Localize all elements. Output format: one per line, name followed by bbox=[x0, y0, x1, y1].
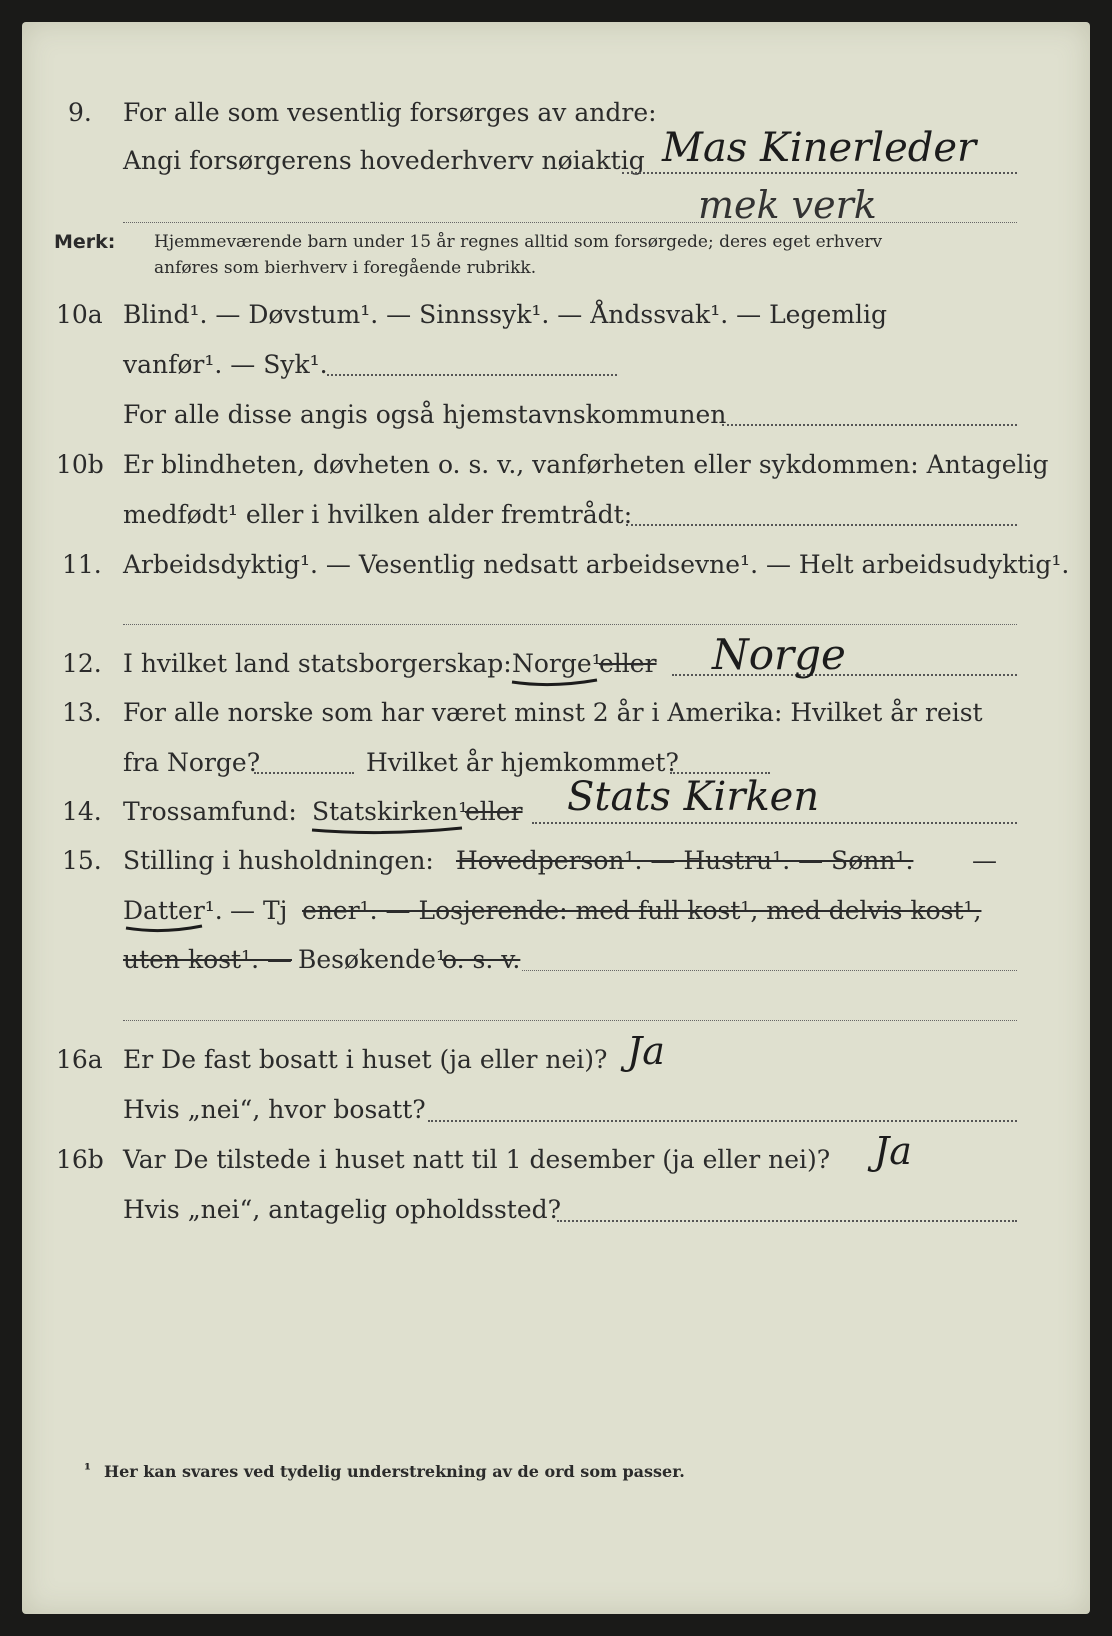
q14-option-statskirken: Statskirken¹ bbox=[312, 797, 469, 826]
q12-struck-eller: eller bbox=[599, 649, 657, 678]
q9-number: 9. bbox=[68, 98, 92, 127]
q14-prefix: Trossamfund: bbox=[123, 797, 297, 826]
q13-line1: For alle norske som har været minst 2 år i Amerika: Hvilket år reist bbox=[123, 698, 983, 727]
q9-answer-handwritten: Mas Kinerleder bbox=[662, 125, 977, 171]
merk-line1: Hjemmeværende barn under 15 år regnes alltid som forsørgede; deres eget erhverv bbox=[154, 232, 883, 252]
footnote-mark: ¹ bbox=[84, 1460, 92, 1479]
pen-marks-overlay bbox=[22, 22, 1090, 1614]
q10a-line2: vanfør¹. — Syk¹. bbox=[123, 350, 328, 379]
q15-line2-mid: — Tj bbox=[230, 896, 288, 925]
q10a-line3: For alle disse angis også hjemstavnskommunen bbox=[123, 400, 727, 429]
q9-line2: Angi forsørgerens hovederhverv nøiaktig bbox=[123, 146, 645, 175]
q15-line1-tail: — bbox=[972, 846, 997, 875]
q16a-answer-handwritten: Ja bbox=[627, 1029, 665, 1073]
q15-option-besokende: Besøkende¹ bbox=[298, 945, 446, 974]
q12-option-norge: Norge¹ bbox=[512, 649, 602, 678]
q14-statskirken-underline bbox=[312, 828, 462, 833]
q11-number: 11. bbox=[62, 550, 102, 579]
q10b-number: 10b bbox=[56, 450, 104, 479]
q11-line1: Arbeidsdyktig¹. — Vesentlig nedsatt arbeidsevne¹. — Helt arbeidsudyktig¹. bbox=[123, 550, 1070, 579]
q14-number: 14. bbox=[62, 797, 102, 826]
q10b-line2: medfødt¹ eller i hvilken alder fremtrådt: bbox=[123, 500, 633, 529]
q13-line2a: fra Norge? bbox=[123, 748, 261, 777]
merk-line2: anføres som bierhverv i foregående rubrikk. bbox=[154, 258, 537, 278]
q12-norge-underline bbox=[512, 680, 597, 685]
q12-answer-handwritten: Norge bbox=[712, 630, 846, 679]
q14-struck-eller: eller bbox=[465, 797, 523, 826]
q15-line3-struck2: o. s. v. bbox=[442, 945, 521, 974]
q15-option-datter: Datter¹. bbox=[123, 896, 223, 925]
q15-datter-underline bbox=[126, 926, 202, 931]
q13-line2b: Hvilket år hjemkommet? bbox=[366, 748, 679, 777]
q10a-number: 10a bbox=[56, 300, 103, 329]
q15-line2-struck: ener¹. — Losjerende: med full kost¹, med delvis kost¹, bbox=[302, 896, 982, 925]
q16b-line2: Hvis „nei“, antagelig opholdssted? bbox=[123, 1195, 562, 1224]
footnote-text: Her kan svares ved tydelig understrekning av de ord som passer. bbox=[104, 1462, 685, 1481]
q10b-line1: Er blindheten, døvheten o. s. v., vanførheten eller sykdommen: Antagelig bbox=[123, 450, 1049, 479]
census-form-page bbox=[22, 22, 1090, 1614]
q10a-line1: Blind¹. — Døvstum¹. — Sinnssyk¹. — Åndssvak¹. — Legemlig bbox=[123, 300, 887, 329]
q16b-answer-handwritten: Ja bbox=[874, 1129, 912, 1173]
q15-line1-prefix: Stilling i husholdningen: bbox=[123, 846, 434, 875]
q15-line3-struck: uten kost¹. — bbox=[123, 945, 292, 974]
q16b-number: 16b bbox=[56, 1145, 104, 1174]
q14-answer-handwritten: Stats Kirken bbox=[567, 774, 820, 820]
q16a-number: 16a bbox=[56, 1045, 103, 1074]
q16a-line1: Er De fast bosatt i huset (ja eller nei)? bbox=[123, 1045, 608, 1074]
q15-number: 15. bbox=[62, 846, 102, 875]
q16a-line2: Hvis „nei“, hvor bosatt? bbox=[123, 1095, 426, 1124]
q13-number: 13. bbox=[62, 698, 102, 727]
merk-label: Merk: bbox=[54, 231, 116, 253]
q15-line1-struck: Hovedperson¹. — Hustru¹. — Sønn¹. bbox=[456, 846, 914, 875]
q9-answer-handwritten-2: mek verk bbox=[698, 183, 877, 227]
q12-prefix: I hvilket land statsborgerskap: bbox=[123, 649, 512, 678]
q9-line1: For alle som vesentlig forsørges av andre: bbox=[123, 98, 657, 127]
q16b-line1: Var De tilstede i huset natt til 1 desember (ja eller nei)? bbox=[123, 1145, 831, 1174]
q12-number: 12. bbox=[62, 649, 102, 678]
